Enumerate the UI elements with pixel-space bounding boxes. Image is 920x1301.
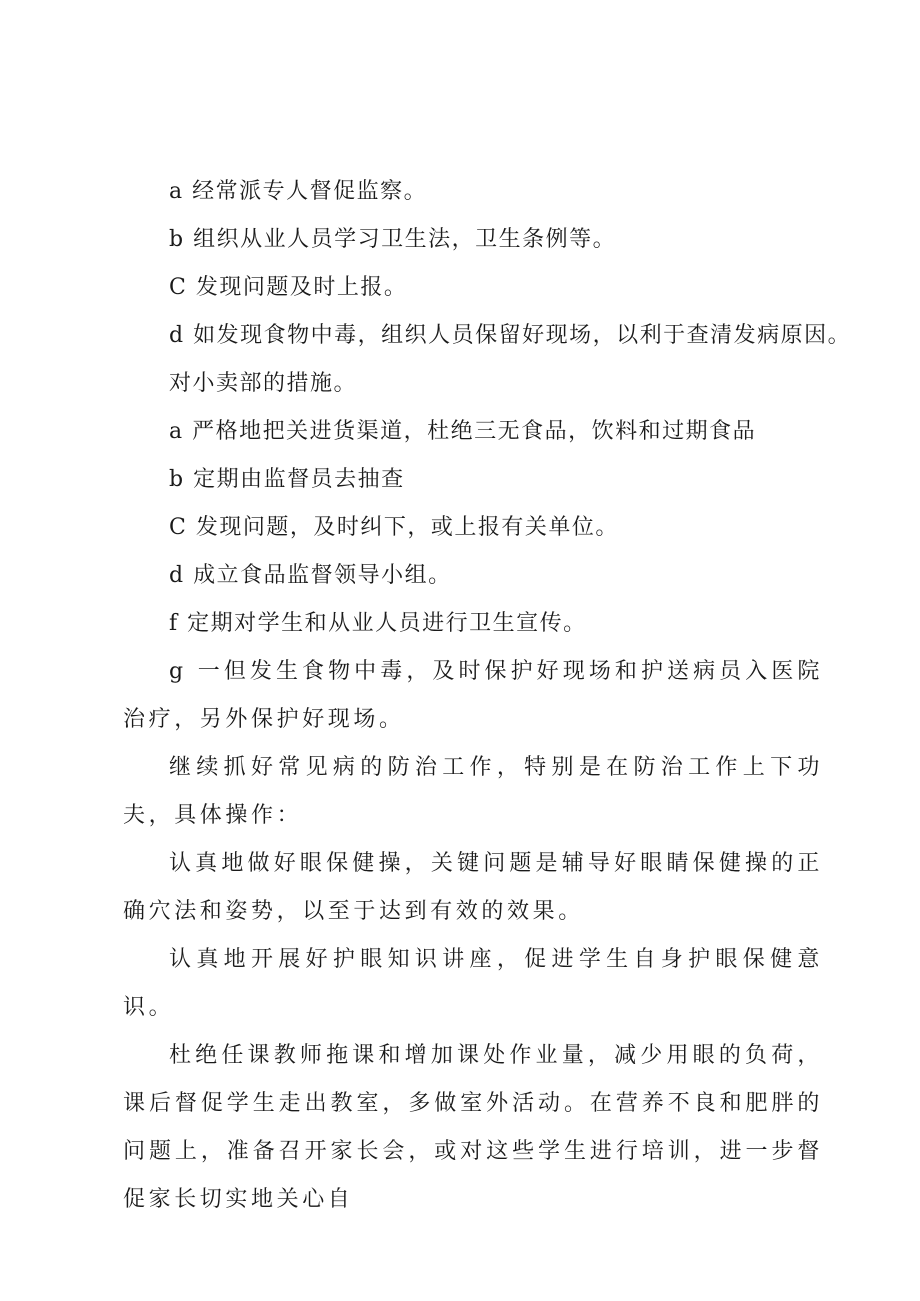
paragraph: b 组织从业人员学习卫生法，卫生条例等。 xyxy=(169,227,617,252)
paragraph: 认真地做好眼保健操，关键问题是辅导好眼睛保健操的正确穴法和姿势，以至于达到有效的效果。 xyxy=(123,851,823,924)
paragraph: d 如发现食物中毒，组织人员保留好现场，以利于查清发病原因。 xyxy=(169,323,852,348)
document-body xyxy=(123,168,852,1224)
paragraph: b 定期由监督员去抽查 xyxy=(169,467,405,492)
paragraph: f 定期对学生和从业人员进行卫生宣传。 xyxy=(169,611,587,636)
paragraph: 杜绝任课教师拖课和增加课处作业量，减少用眼的负荷，课后督促学生走出教室，多做室外活动。在营养不良和肥胖的问题上，准备召开家长会，或对这些学生进行培训，进一步督促家长切实地关心自 xyxy=(123,1043,823,1212)
paragraph: a 严格地把关进货渠道，杜绝三无食品，饮料和过期食品 xyxy=(169,419,757,444)
paragraph: 对小卖部的措施。 xyxy=(169,371,358,396)
paragraph: C 发现问题，及时纠下，或上报有关单位。 xyxy=(169,515,619,540)
paragraph: 继续抓好常见病的防治工作，特别是在防治工作上下功夫，具体操作： xyxy=(123,755,823,828)
paragraph: C 发现问题及时上报。 xyxy=(169,275,408,300)
paragraph: d 成立食品监督领导小组。 xyxy=(169,563,452,588)
paragraph: g 一但发生食物中毒，及时保护好现场和护送病员入医院治疗，另外保护好现场。 xyxy=(123,659,823,732)
paragraph: a 经常派专人督促监察。 xyxy=(169,179,428,204)
paragraph: 认真地开展好护眼知识讲座，促进学生自身护眼保健意识。 xyxy=(123,947,823,1020)
